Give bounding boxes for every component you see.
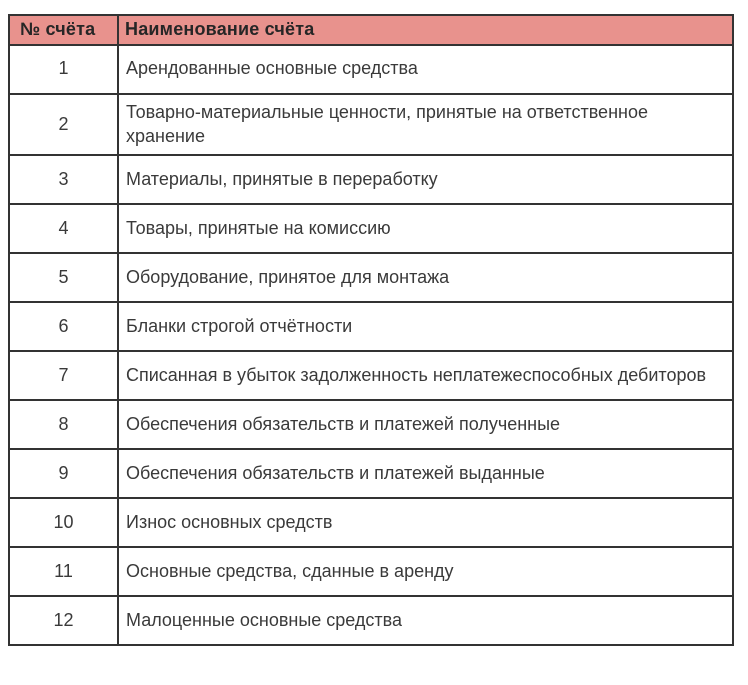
account-name-cell: Материалы, принятые в переработку (118, 155, 733, 204)
account-number-cell: 6 (9, 302, 118, 351)
account-number-cell: 12 (9, 596, 118, 645)
header-row (9, 15, 733, 45)
accounts-table-body (9, 45, 733, 646)
accounts-table-header (9, 15, 733, 45)
table-row (9, 253, 733, 302)
account-number-cell: 11 (9, 547, 118, 596)
account-name-cell: Списанная в убыток задолженность неплатежеспособных дебиторов (118, 351, 733, 400)
account-name-cell: Основные средства, сданные в аренду (118, 547, 733, 596)
account-name-cell: Обеспечения обязательств и платежей полученные (118, 400, 733, 449)
table-row (9, 400, 733, 449)
account-name-cell: Обеспечения обязательств и платежей выданные (118, 449, 733, 498)
account-name-cell: Износ основных средств (118, 498, 733, 547)
table-row (9, 449, 733, 498)
table-row (9, 155, 733, 204)
account-number-cell: 5 (9, 253, 118, 302)
table-row (9, 596, 733, 645)
account-number-cell: 3 (9, 155, 118, 204)
account-number-cell: 10 (9, 498, 118, 547)
table-row (9, 547, 733, 596)
account-name-cell: Бланки строгой отчётности (118, 302, 733, 351)
accounts-table (8, 14, 734, 646)
account-number-cell: 9 (9, 449, 118, 498)
table-row (9, 94, 733, 156)
account-number-cell: 1 (9, 45, 118, 94)
account-name-cell: Оборудование, принятое для монтажа (118, 253, 733, 302)
account-name-cell: Малоценные основные средства (118, 596, 733, 645)
table-row (9, 204, 733, 253)
account-name-cell: Арендованные основные средства (118, 45, 733, 94)
table-row (9, 302, 733, 351)
account-number-cell: 2 (9, 94, 118, 156)
account-number-cell: 7 (9, 351, 118, 400)
account-name-cell: Товарно-материальные ценности, принятые на ответственное хранение (118, 94, 733, 156)
column-header-account-name: Наименование счёта (118, 15, 733, 45)
table-row (9, 45, 733, 94)
account-number-cell: 8 (9, 400, 118, 449)
column-header-account-number: № счёта (9, 15, 118, 45)
table-row (9, 498, 733, 547)
account-name-cell: Товары, принятые на комиссию (118, 204, 733, 253)
table-row (9, 351, 733, 400)
account-number-cell: 4 (9, 204, 118, 253)
